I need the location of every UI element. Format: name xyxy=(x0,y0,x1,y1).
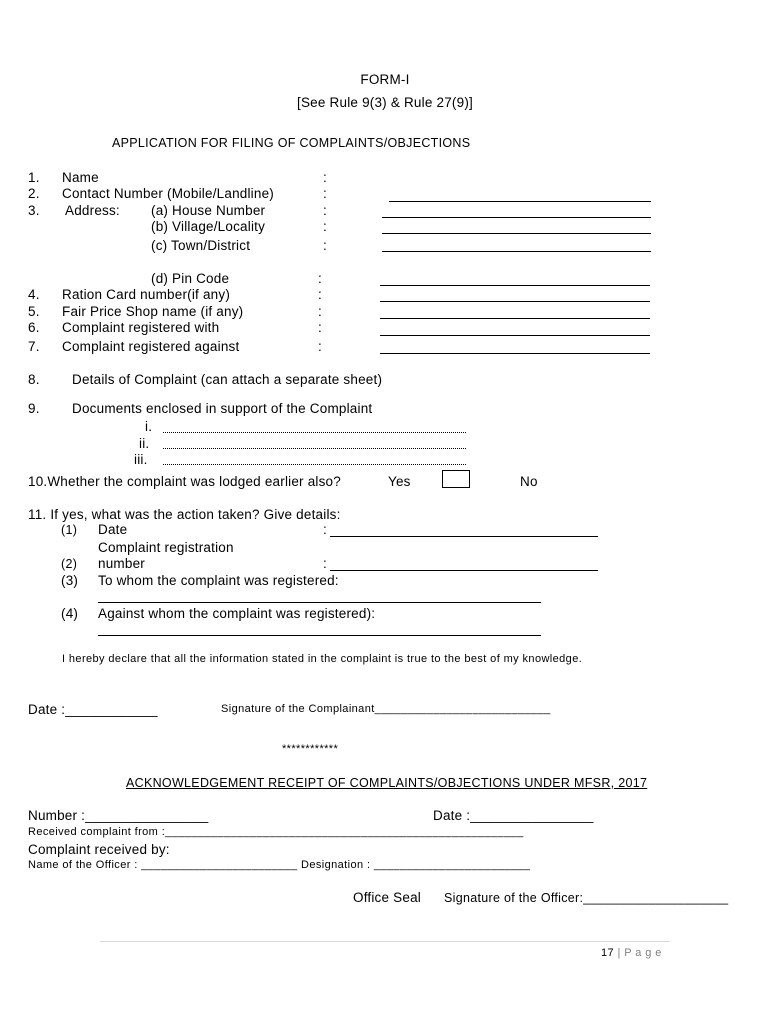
field-registered-against-input-line[interactable] xyxy=(380,353,650,354)
field-fps-colon: : xyxy=(318,304,322,319)
field-8-number: 8. xyxy=(28,372,40,387)
field-house-number-label: (a) House Number xyxy=(151,203,266,218)
office-seal-label: Office Seal xyxy=(353,890,421,905)
action-registration-label-line2: number xyxy=(98,556,145,571)
officer-name-designation-field[interactable]: Name of the Officer : ________________________ Designation : ________________________ xyxy=(28,859,531,871)
field-contact-label: Contact Number (Mobile/Landline) xyxy=(62,186,274,201)
field-pincode-input-line[interactable] xyxy=(380,285,650,286)
field-registered-with-colon: : xyxy=(318,320,322,335)
action-registered-against-label: Against whom the complaint was registered): xyxy=(98,606,376,621)
field-village-input-line[interactable] xyxy=(382,233,651,234)
option-yes-label: Yes xyxy=(388,474,411,489)
complainant-signature-field[interactable]: Signature of the Complainant___________________________ xyxy=(221,703,551,715)
field-town-input-line[interactable] xyxy=(382,251,651,252)
field-1-number: 1. xyxy=(28,170,40,185)
field-4-number: 4. xyxy=(28,287,40,302)
document-i-input-line[interactable] xyxy=(163,432,466,433)
field-town-label: (c) Town/District xyxy=(151,238,251,253)
action-date-label: Date xyxy=(98,522,128,537)
document-iii-input-line[interactable] xyxy=(163,464,466,465)
declaration-text: I hereby declare that all the information stated in the complaint is true to the best of my knowledge. xyxy=(62,653,583,665)
action-date-input-line[interactable] xyxy=(330,536,598,537)
received-from-field[interactable]: Received complaint from :_______________________________________________________ xyxy=(28,826,524,838)
document-i-label: i. xyxy=(145,419,153,434)
field-9-number: 9. xyxy=(28,401,40,416)
yes-checkbox[interactable] xyxy=(442,470,470,488)
field-fps-input-line[interactable] xyxy=(380,318,650,319)
action-registration-colon: : xyxy=(323,556,327,571)
field-ration-card-colon: : xyxy=(318,287,322,302)
ack-date-field[interactable]: Date :________________ xyxy=(433,808,594,823)
field-registered-with-input-line[interactable] xyxy=(380,335,650,336)
field-2-number: 2. xyxy=(28,186,40,201)
field-6-number: 6. xyxy=(28,320,40,335)
field-contact-input-line[interactable] xyxy=(389,201,651,202)
field-ration-card-label: Ration Card number(if any) xyxy=(62,287,231,302)
form-heading: APPLICATION FOR FILING OF COMPLAINTS/OBJECTIONS xyxy=(112,136,471,150)
field-7-number: 7. xyxy=(28,339,40,354)
option-no-label: No xyxy=(520,474,538,489)
page-number-separator: | xyxy=(617,947,621,959)
action-registered-against-input-line[interactable] xyxy=(98,635,541,636)
field-name-colon: : xyxy=(323,170,327,185)
field-town-colon: : xyxy=(323,238,327,253)
officer-signature-field[interactable]: Signature of the Officer:____________________ xyxy=(444,891,729,905)
action-2-number: (2) xyxy=(61,557,78,571)
field-house-number-input-line[interactable] xyxy=(382,217,651,218)
acknowledgement-title: ACKNOWLEDGEMENT RECEIPT OF COMPLAINTS/OBJECTIONS UNDER MFSR, 2017 xyxy=(126,776,648,790)
form-title: FORM-I xyxy=(360,72,410,87)
field-pincode-label: (d) Pin Code xyxy=(151,271,230,286)
document-iii-label: iii. xyxy=(134,452,148,467)
field-documents-label: Documents enclosed in support of the Complaint xyxy=(72,401,373,416)
action-registration-input-line[interactable] xyxy=(330,570,598,571)
rule-reference: [See Rule 9(3) & Rule 27(9)] xyxy=(297,95,473,110)
action-date-colon: : xyxy=(323,522,327,537)
page-word: P a g e xyxy=(624,947,662,959)
action-3-number: (3) xyxy=(61,573,79,588)
action-4-number: (4) xyxy=(61,606,79,621)
document-ii-label: ii. xyxy=(139,436,150,451)
field-details-label: Details of Complaint (can attach a separate sheet) xyxy=(72,372,383,387)
field-fps-label: Fair Price Shop name (if any) xyxy=(62,304,244,319)
action-registered-to-label: To whom the complaint was registered: xyxy=(98,573,339,588)
section-separator: ************ xyxy=(282,743,339,755)
field-action-taken-label: 11. If yes, what was the action taken? Give details: xyxy=(28,507,341,522)
footer-rule xyxy=(100,941,670,942)
received-by-label: Complaint received by: xyxy=(28,842,170,857)
field-5-number: 5. xyxy=(28,304,40,319)
field-ration-card-input-line[interactable] xyxy=(380,301,650,302)
page-number-value: 17 xyxy=(601,947,615,959)
field-village-colon: : xyxy=(323,219,327,234)
field-registered-against-label: Complaint registered against xyxy=(62,339,240,354)
declaration-date-field[interactable]: Date :____________ xyxy=(28,702,158,717)
action-registered-to-input-line[interactable] xyxy=(98,602,541,603)
field-registered-with-label: Complaint registered with xyxy=(62,320,220,335)
page-number xyxy=(601,947,662,959)
action-registration-label-line1: Complaint registration xyxy=(98,540,234,555)
ack-number-field[interactable]: Number :________________ xyxy=(28,808,209,823)
field-3-number: 3. xyxy=(28,203,40,218)
field-lodged-earlier-label: 10.Whether the complaint was lodged earlier also? xyxy=(28,474,341,489)
field-house-number-colon: : xyxy=(323,203,327,218)
field-registered-against-colon: : xyxy=(318,339,322,354)
field-contact-colon: : xyxy=(323,186,327,201)
action-1-number: (1) xyxy=(61,523,78,537)
field-village-label: (b) Village/Locality xyxy=(151,219,266,234)
field-name-label: Name xyxy=(62,170,99,185)
field-pincode-colon: : xyxy=(318,271,322,286)
field-address-label: Address: xyxy=(65,203,120,218)
document-ii-input-line[interactable] xyxy=(163,448,466,449)
